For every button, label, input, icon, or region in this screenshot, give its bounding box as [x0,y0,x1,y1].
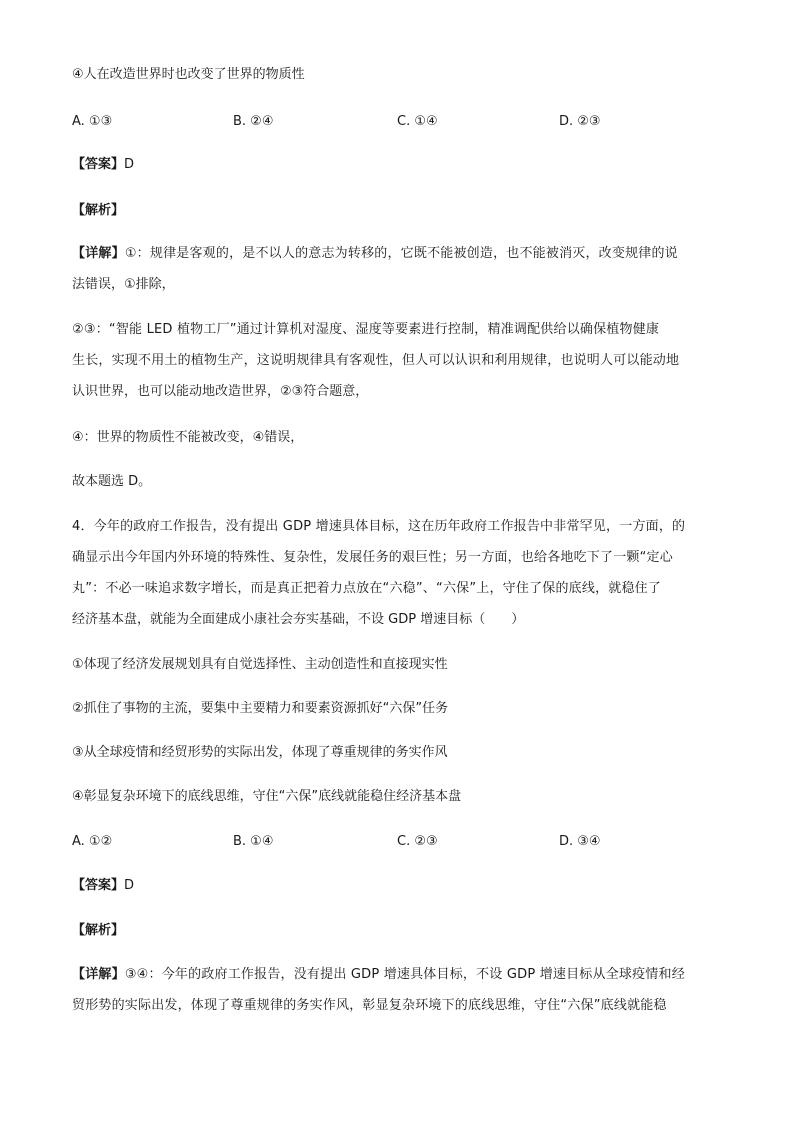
answer-value: D [124,878,135,893]
detail-text: ③④：今年的政府工作报告，没有提出 GDP 增速具体目标，不设 GDP 增速目标从全球疫情和经 [124,967,685,982]
answer-label: 【答案】 [72,878,125,893]
q4-stem-line-3: 丸”：不必一味追求数字增长，而是真正把着力点放在“六稳”、“六保”上，守住了保的底线，就稳住了 [72,581,662,596]
q3-detail-line-6: ④：世界的物质性不能被改变，④错误， [72,430,304,445]
q4-item-2: ②抓住了事物的主流，要集中主要精力和要素资源抓好“六保”任务 [72,701,449,716]
q3-detail-line-1 [72,245,722,263]
q4-option-c: C. ②③ [397,834,438,849]
q3-item-4: ④人在改造世界时也改变了世界的物质性 [72,67,305,82]
q4-detail-line-1 [72,966,722,984]
detail-text: ①：规律是客观的，是不以人的意志为转移的，它既不能被创造，也不能被消灭，改变规律的说 [124,246,678,261]
q3-answer [72,156,134,174]
q3-detail-line-3: ②③：“智能 LED 植物工厂”通过计算机对湿度、湿度等要素进行控制，精准调配供给以确保植物健康 [72,322,660,337]
q4-item-1: ①体现了经济发展规划具有自觉选择性、主动创造性和直接现实性 [72,657,448,672]
q4-item-4: ④彰显复杂环境下的底线思维，守住“六保”底线就能稳住经济基本盘 [72,789,462,804]
q3-detail-line-4: 生长，实现不用土的植物生产，这说明规律具有客观性，但人可以认识和利用规律，也说明人可以能动地 [72,353,680,368]
q4-option-b: B. ①④ [233,834,274,849]
answer-label: 【答案】 [72,157,125,172]
q3-analysis-label: 【解析】 [72,203,125,218]
q3-conclusion: 故本题选 D。 [72,474,152,489]
q3-option-a: A. ①③ [72,114,113,129]
q4-detail-line-2: 贸形势的实际出发，体现了尊重规律的务实作风，彰显复杂环境下的底线思维，守住“六保”底线就能稳 [72,998,667,1013]
q3-detail-line-5: 认识世界，也可以能动地改造世界，②③符合题意， [72,384,369,399]
q4-item-3: ③从全球疫情和经贸形势的实际出发，体现了尊重规律的务实作风 [72,745,448,760]
q4-analysis-label: 【解析】 [72,923,125,938]
q4-stem-line-2: 确显示出今年国内外环境的特殊性、复杂性，发展任务的艰巨性；另一方面，也给各地吃下了一颗“定心 [72,550,673,565]
q4-stem-line-4: 经济基本盘，就能为全面建成小康社会夯实基础，不设 GDP 增速目标（ ） [72,612,525,627]
detail-label: 【详解】 [72,246,125,261]
q3-detail-line-2: 法错误，①排除， [72,277,175,292]
q4-option-d: D. ③④ [559,834,601,849]
q4-stem-line-1: 4．今年的政府工作报告，没有提出 GDP 增速具体目标，这在历年政府工作报告中非常罕见，一方面，的 [72,519,686,534]
q3-option-c: C. ①④ [397,114,438,129]
q4-answer [72,877,134,895]
q3-option-b: B. ②④ [233,114,274,129]
answer-value: D [124,157,135,172]
q4-option-a: A. ①② [72,834,113,849]
q3-option-d: D. ②③ [559,114,601,129]
detail-label: 【详解】 [72,967,125,982]
